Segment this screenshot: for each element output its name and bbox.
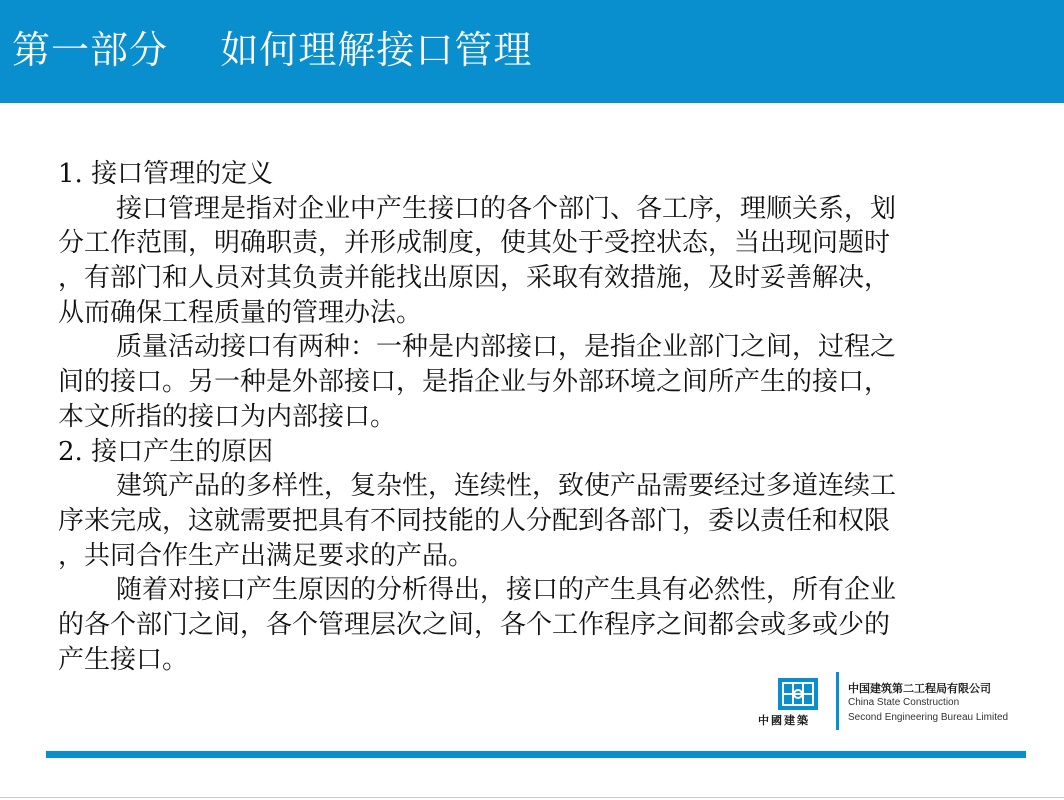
company-name-cn: 中国建筑第二工程局有限公司 bbox=[848, 682, 991, 695]
body-text-line: 间的接口。另一种是外部接口，是指企业与外部环境之间所产生的接口， bbox=[58, 367, 891, 398]
company-name-en-line2: Second Engineering Bureau Limited bbox=[848, 712, 1009, 723]
company-name-en-line1: China State Construction bbox=[848, 697, 960, 708]
logo-divider bbox=[836, 672, 839, 730]
body-text-line: 随着对接口产生原因的分析得出，接口的产生具有必然性，所有企业 bbox=[116, 575, 897, 606]
body-text-line: 分工作范围，明确职责，并形成制度，使其处于受控状态，当出现问题时 bbox=[58, 228, 891, 259]
footer-bar bbox=[46, 751, 1026, 758]
company-logo bbox=[756, 672, 1046, 738]
logo-brand-text: 中國建築 bbox=[758, 714, 810, 727]
cscec-logo-icon bbox=[776, 676, 820, 712]
body-text-line: 本文所指的接口为内部接口。 bbox=[58, 401, 397, 432]
slide-title: 第一部分 如何理解接口管理 bbox=[12, 28, 533, 72]
slide-body bbox=[58, 157, 1008, 677]
body-text-line: 的各个部门之间，各个管理层次之间，各个工作程序之间都会或多或少的 bbox=[58, 609, 891, 640]
body-text-line: ，有部门和人员对其负责并能找出原因，采取有效措施，及时妥善解决， bbox=[58, 263, 891, 294]
body-text-line: 质量活动接口有两种：一种是内部接口，是指企业部门之间，过程之 bbox=[116, 332, 897, 363]
body-text-line: 产生接口。 bbox=[58, 644, 189, 675]
title-bar bbox=[0, 0, 1064, 103]
body-text-line: 1. 接口管理的定义 bbox=[58, 159, 274, 189]
body-text-line: 序来完成，这就需要把具有不同技能的人分配到各部门，委以责任和权限 bbox=[58, 505, 891, 536]
body-text-line: 从而确保工程质量的管理办法。 bbox=[58, 297, 423, 328]
body-text-line: 2. 接口产生的原因 bbox=[58, 436, 274, 467]
body-text-line: 建筑产品的多样性，复杂性，连续性，致使产品需要经过多道连续工 bbox=[116, 471, 897, 502]
body-text-line: ，共同合作生产出满足要求的产品。 bbox=[58, 540, 475, 571]
footer-divider bbox=[0, 797, 1064, 798]
body-text-line: 接口管理是指对企业中产生接口的各个部门、各工序，理顺关系，划 bbox=[116, 193, 897, 224]
